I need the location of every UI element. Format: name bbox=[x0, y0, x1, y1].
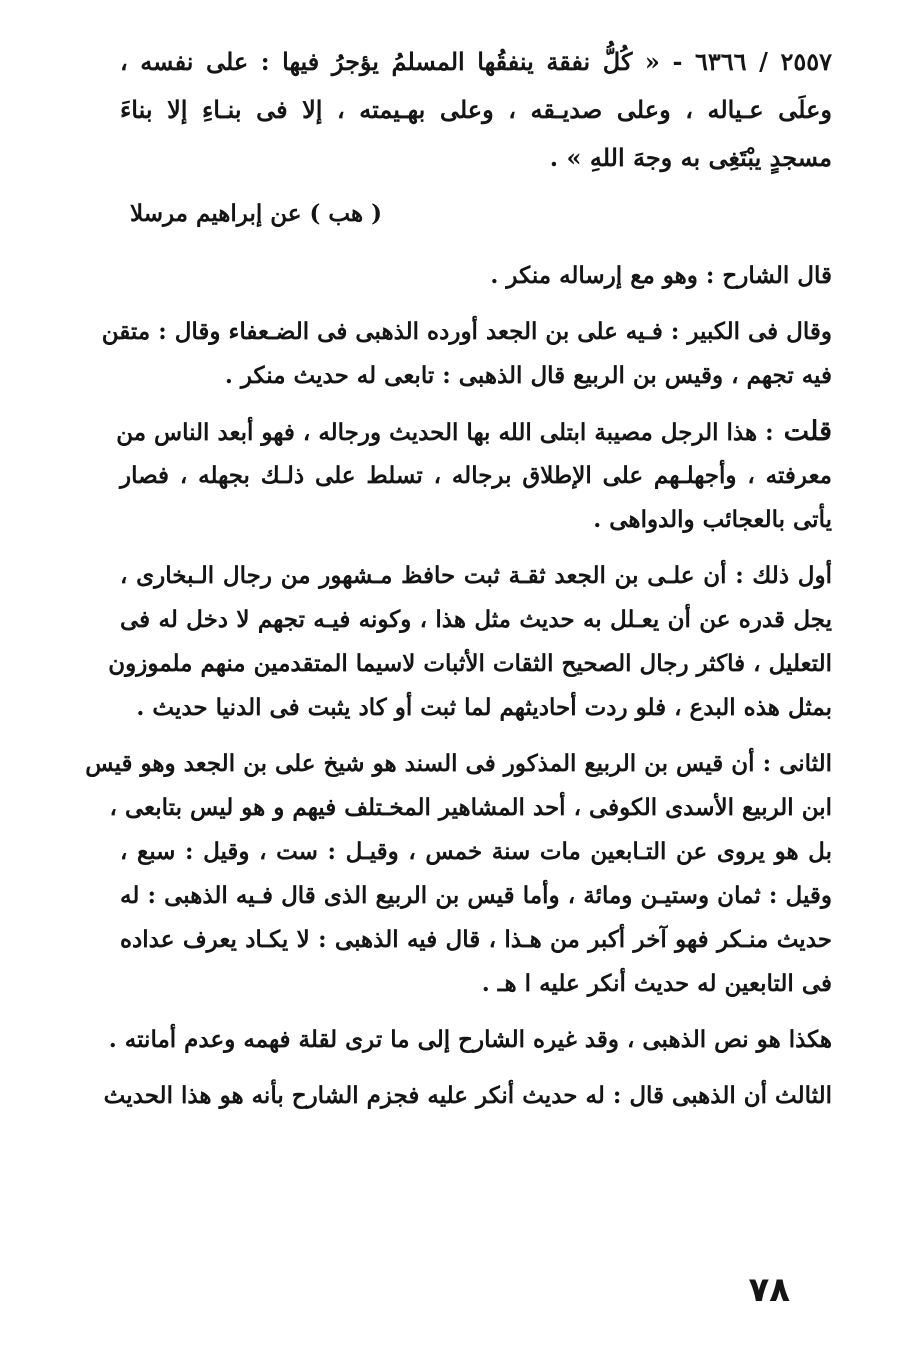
paragraph-sharih bbox=[120, 254, 832, 298]
hadith-line: وعلَى عـياله ، وعلى صديـقه ، وعلى بهـيمته ، إلا فى بنـاءِ إلا بناءَ bbox=[120, 95, 832, 124]
paragraph-line: الثالث أن الذهبى قال : له حديث أنكر عليه فجزم الشارح بأنه هو هذا الحديث bbox=[103, 1082, 832, 1109]
paragraph-line: بمثل هذه البدع ، فلو ردت أحاديثهم لما ثبت أو كاد يثبت فى الدنيا حديث . bbox=[136, 694, 832, 721]
hadith-line: مسجدٍ يبْتَغِى به وجهَ اللهِ » . bbox=[549, 143, 832, 172]
paragraph-third bbox=[103, 1074, 832, 1118]
paragraph-line: وقال فى الكبير : فـيه على بن الجعد أورده الذهبى فى الضـعفاء وقال : متقن bbox=[101, 318, 832, 345]
paragraph-line: التعليل ، فاكثر رجال الصحيح الثقات الأثبات لاسيما المتقدمين منهم ملموزون bbox=[108, 650, 832, 677]
paragraph-line: فيه تجهم ، وقيس بن الربيع قال الذهبى : تابعى له حديث منكر . bbox=[224, 362, 832, 389]
paragraph-line: بل هو يروى عن التـابعين مات سنة خمس ، وقيـل : ست ، وقيل : سبع ، bbox=[120, 838, 832, 865]
paragraph-qult bbox=[116, 410, 832, 542]
paragraph-line: وقيل : ثمان وستيـن ومائة ، وأما قيس بن الربيع الذى قال فـيه الذهبى : له bbox=[120, 882, 832, 909]
paragraph-line: أول ذلك : أن علـى بن الجعد ثقـة ثبت حافظ مـشهور من رجال الـبخارى ، bbox=[120, 562, 832, 589]
paragraph-kabir bbox=[101, 310, 832, 398]
paragraph-line: فى التابعين له حديث أنكر عليه ا هـ . bbox=[481, 970, 832, 997]
page-number: ٧٨ bbox=[748, 1270, 790, 1310]
page-body bbox=[85, 38, 832, 1118]
paragraph-line: الثانى : أن قيس بن الربيع المذكور فى السند هو شيخ على بن الجعد وهو قيس bbox=[85, 750, 832, 777]
paragraph-line: قال الشارح : وهو مع إرساله منكر . bbox=[490, 262, 832, 289]
paragraph-line: يجل قدره عن أن يعـلل به حديث مثل هذا ، وكونه فيـه تجهم لا دخل له فى bbox=[120, 606, 832, 633]
paragraph-first bbox=[108, 554, 832, 730]
paragraph-line-text: : هذا الرجل مصيبة ابتلى الله بها الحديث ورجاله ، فهو أبعد الناس من bbox=[116, 419, 774, 446]
paragraph-second bbox=[85, 742, 832, 1006]
paragraph-hakadha bbox=[108, 1018, 832, 1062]
paragraph-line: معرفته ، وأجهلـهم على الإطلاق برجاله ، تسلط على ذلـك بجهله ، فصار bbox=[120, 462, 832, 489]
paragraph-line bbox=[116, 410, 832, 454]
qult-lead: قلت bbox=[783, 416, 832, 447]
paragraph-line: ابن الربيع الأسدى الكوفى ، أحد المشاهير المخـتلف فيهم و هو ليس بتابعى ، bbox=[109, 794, 832, 821]
hadith-line: ٢٥٥٧ / ٦٣٦٦ - « كُلُّ نفقة ينفقُها المسلمُ يؤجرُ فيها : على نفسه ، bbox=[120, 47, 832, 76]
paragraph-line: حديث منـكر فهو آخر أكبر من هـذا ، قال فيه الذهبى : لا يكـاد يعرف عداده bbox=[120, 926, 832, 953]
hadith-source: ( هب ) عن إبراهيم مرسلا bbox=[130, 200, 383, 227]
hadith-block bbox=[120, 38, 832, 182]
paragraph-line: هكذا هو نص الذهبى ، وقد غيره الشارح إلى ما ترى لقلة فهمه وعدم أمانته . bbox=[108, 1026, 832, 1053]
paragraph-line: يأتى بالعجائب والدواهى . bbox=[593, 506, 832, 533]
